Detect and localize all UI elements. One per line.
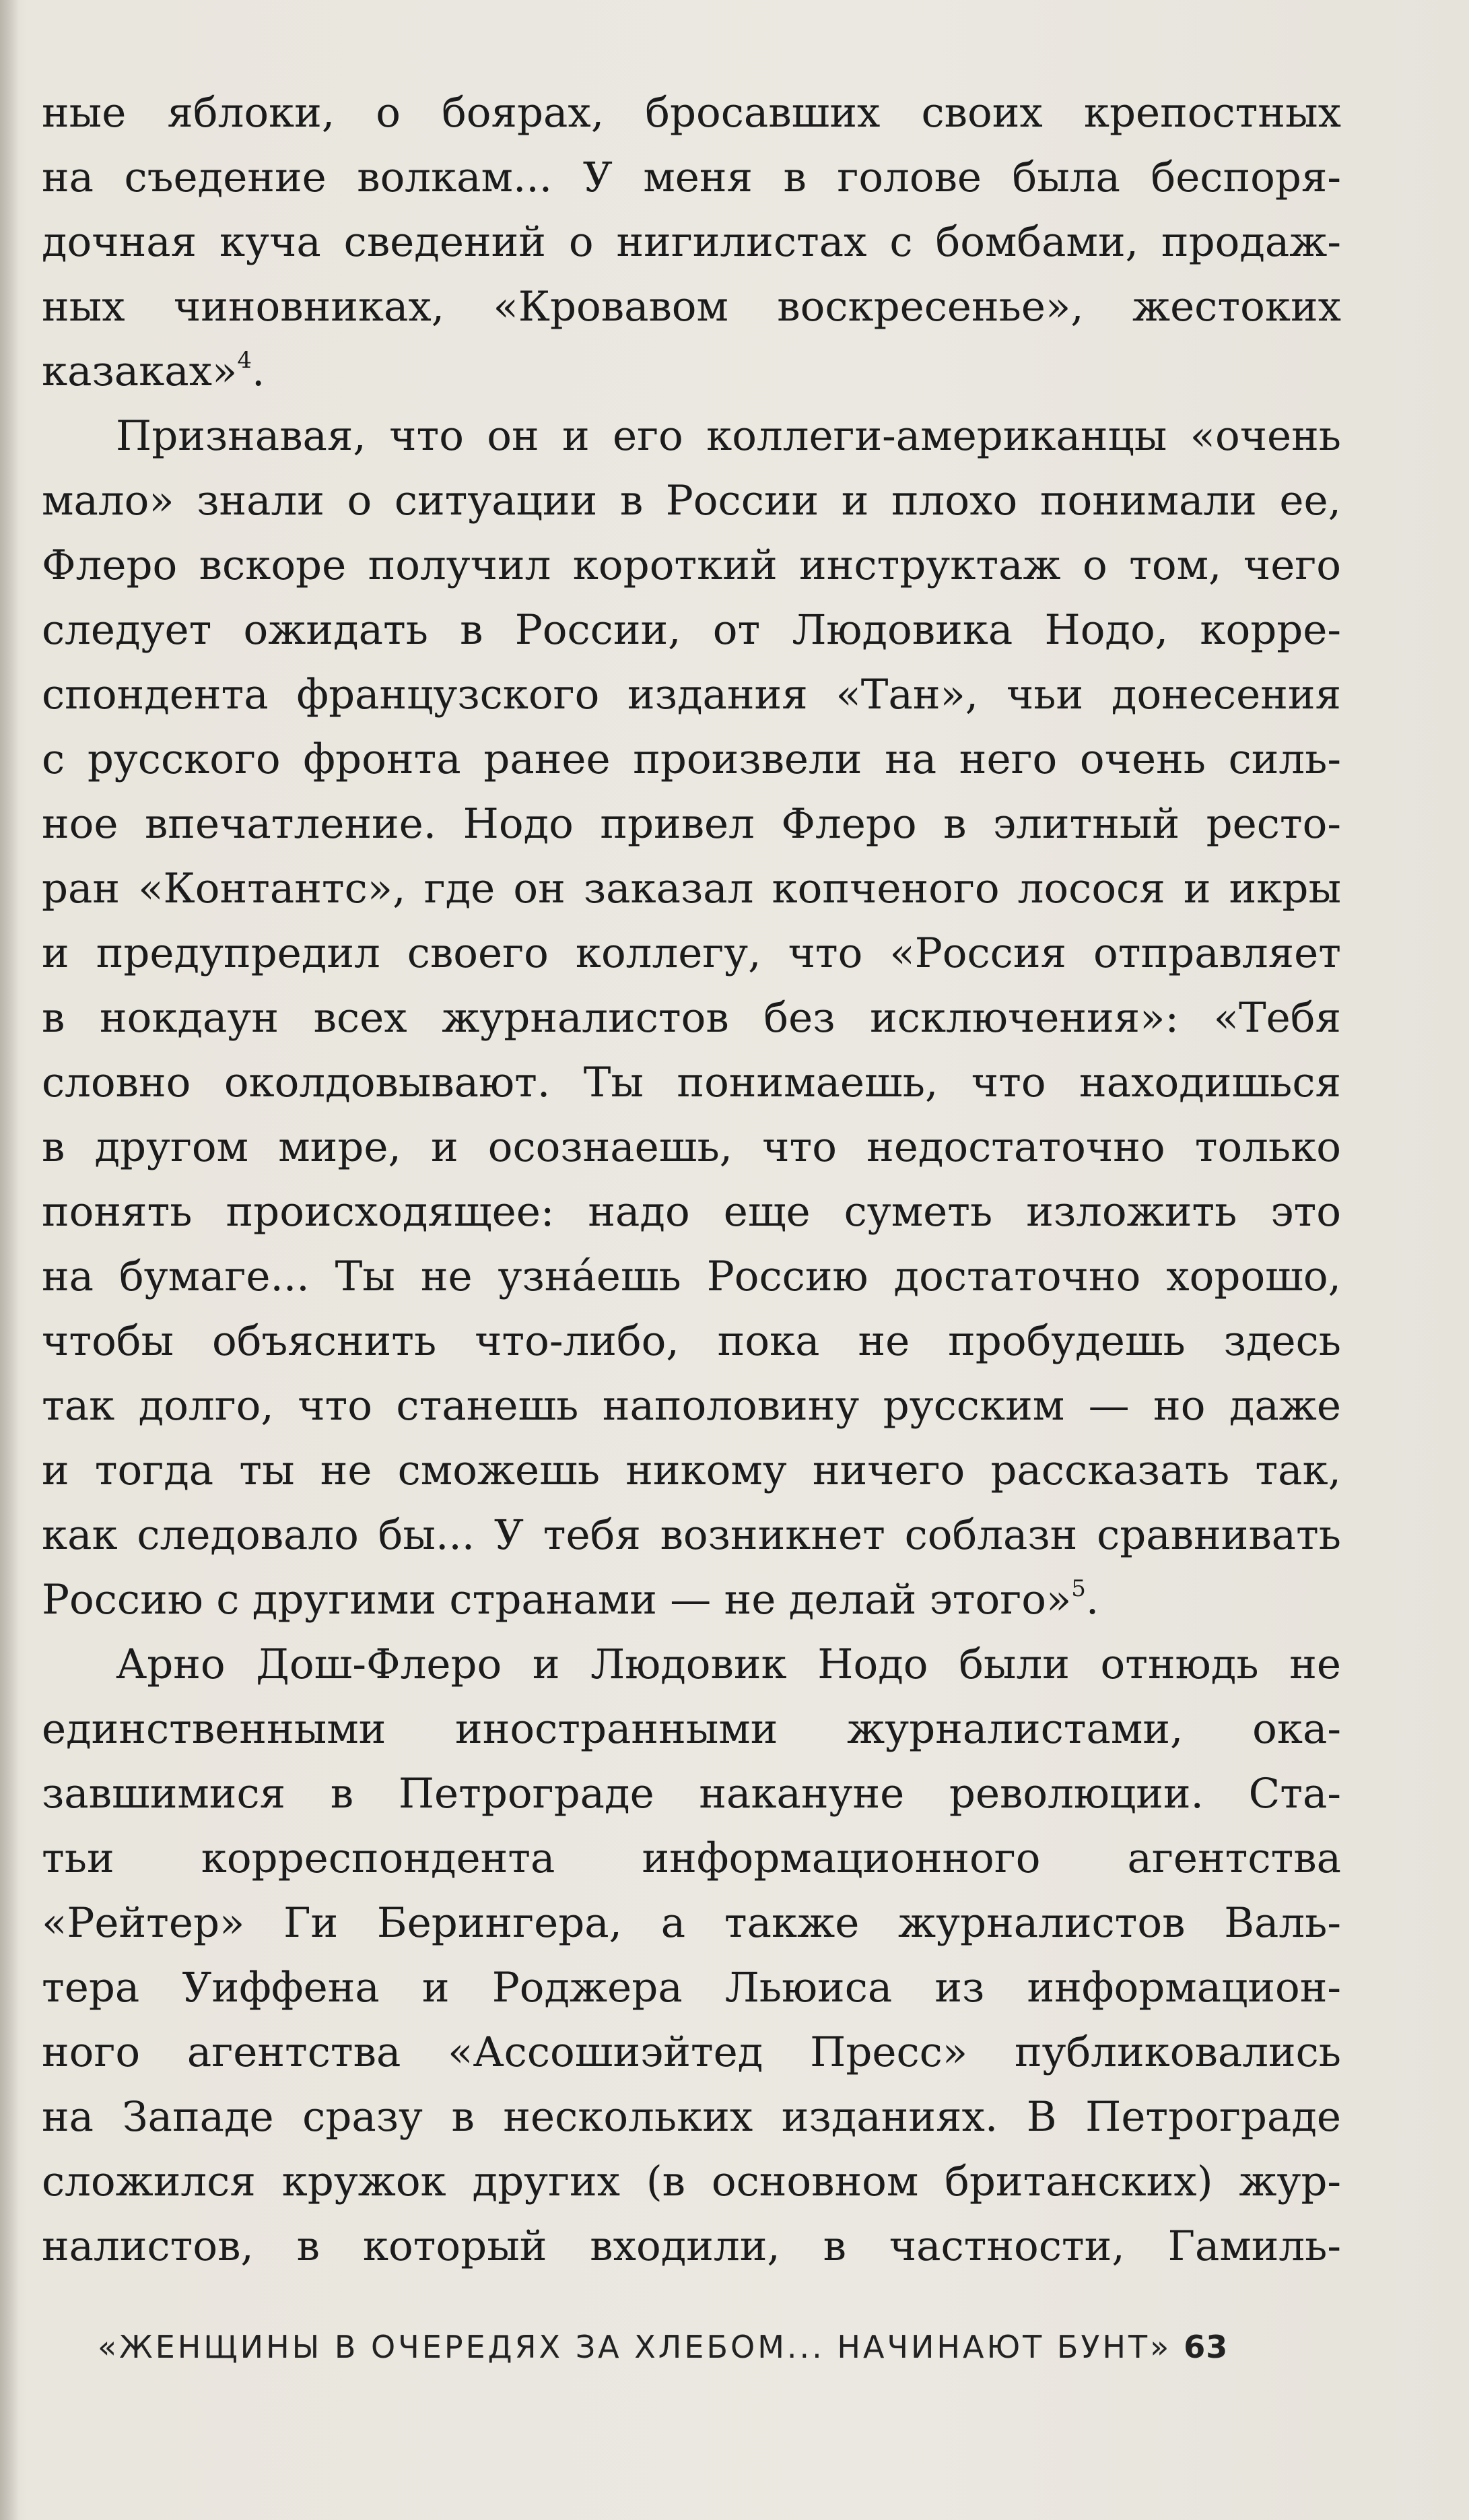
text-line: и предупредил своего коллегу, что «Россия отправляет [42,929,1341,977]
text-line: на Западе сразу в нескольких изданиях. В Петрограде [42,2093,1341,2141]
text-line: ное впечатление. Нодо привел Флеро в элитный ресто- [42,800,1341,848]
text-line: тьи корреспондента информационного агентства [42,1834,1341,1882]
body-text [42,81,1341,2279]
text-line: как следовало бы... У тебя возникнет соблазн сравнивать [42,1511,1341,1559]
paragraph-first-line: Признавая, что он и его коллеги-американцы «очень [116,412,1341,460]
text-line: словно околдовывают. Ты понимаешь, что находишься [42,1059,1341,1106]
text-line: ные яблоки, о боярах, бросавших своих крепостных [42,89,1341,137]
text-line: ного агентства «Ассошиэйтед Пресс» публиковались [42,2028,1341,2076]
text-line: налистов, в который входили, в частности, Гамиль- [42,2222,1341,2270]
footnote-marker[interactable]: 4 [237,347,252,374]
text-line: спондента французского издания «Тан», чьи донесения [42,671,1341,719]
text-line: Флеро вскоре получил короткий инструктаж о том, чего [42,541,1341,589]
text-line: ран «Контантс», где он заказал копченого лосося и икры [42,865,1341,913]
page-number: 63 [1184,2329,1229,2365]
text-line: сложился кружок других (в основном британских) жур- [42,2158,1341,2206]
text-line: «Рейтер» Ги Берингера, а также журналистов Валь- [42,1899,1341,1947]
text-line: и тогда ты не сможешь никому ничего рассказать так, [42,1447,1341,1494]
text-line: мало» знали о ситуации в России и плохо понимали ее, [42,477,1341,525]
text-line: завшимися в Петрограде накануне революции. Ста- [42,1770,1341,1818]
footnote-marker[interactable]: 5 [1071,1575,1086,1602]
running-title: «ЖЕНЩИНЫ В ОЧЕРЕДЯХ ЗА ХЛЕБОМ... НАЧИНАЮТ БУНТ» [98,2329,1172,2365]
text-line: чтобы объяснить что-либо, пока не пробудешь здесь [42,1317,1341,1365]
text-line-content: казаках» [42,347,238,395]
page-gutter-shadow [0,0,19,2520]
text-line-content: Россию с другими странами — не делай этого» [42,1576,1072,1624]
text-line: с русского фронта ранее произвели на него очень силь- [42,735,1341,783]
page-footer [98,2323,1309,2370]
text-line: так долго, что станешь наполовину русским — но даже [42,1382,1341,1430]
text-line: дочная куча сведений о нигилистах с бомбами, продаж- [42,218,1341,266]
text-line: ных чиновниках, «Кровавом воскресенье», жестоких [42,283,1341,331]
text-line: следует ожидать в России, от Людовика Нодо, корре- [42,606,1341,654]
text-line-last: Россию с другими странами — не делай этого»$^5$. [42,1575,1099,1624]
text-line: на съедение волкам... У меня в голове была беспоря- [42,154,1341,201]
text-line: единственными иностранными журналистами, ока- [42,1705,1341,1753]
text-line-last: казаках»$^4$. [42,347,265,395]
text-line: понять происходящее: надо еще суметь изложить это [42,1188,1341,1236]
text-line: в нокдаун всех журналистов без исключения»: «Тебя [42,994,1341,1042]
paragraph-first-line: Арно Дош-Флеро и Людовик Нодо были отнюдь не [116,1640,1341,1688]
text-line: на бумаге... Ты не узна́ешь Россию достаточно хорошо, [42,1253,1341,1300]
text-line: в другом мире, и осознаешь, что недостаточно только [42,1123,1341,1171]
text-line: тера Уиффена и Роджера Льюиса из информацион- [42,1964,1341,2012]
